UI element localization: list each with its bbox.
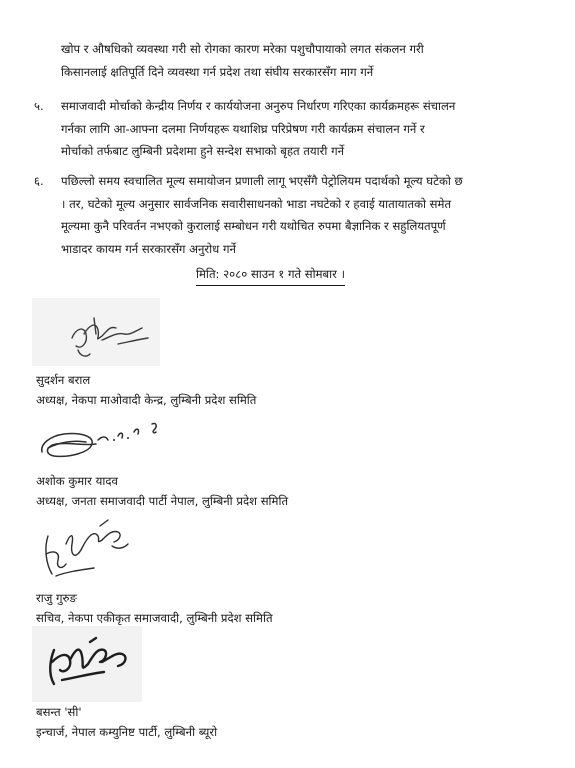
signature-4-image: [32, 626, 142, 702]
text-line: भाडादर कायम गर्न सरकारसँग अनुरोध गर्ने: [61, 241, 236, 256]
document-date: मिति: २०८० साउन १ गते सोमबार ।: [196, 264, 345, 286]
signatory-1-name: सुदर्शन बराल: [36, 373, 91, 387]
signatory-2-role: अध्यक्ष, जनता समाजवादी पार्टी नेपाल, लुम्बिनी प्रदेश समिति: [36, 494, 289, 508]
item-4-text: [61, 38, 557, 83]
text-line: किसानलाई क्षतिपूर्ति दिने व्यवस्था गर्न प्रदेश तथा संघीय सरकारसँग माग गर्ने: [61, 64, 374, 79]
signatory-1-role: अध्यक्ष, नेकपा माओवादी केन्द्र, लुम्बिनी प्रदेश समिति: [36, 393, 257, 407]
signature-1-image: [32, 298, 160, 366]
text-line: मूल्यमा कुनै परिवर्तन नभएको कुरालाई सम्बोधन गरी यथोचित रुपमा बैज्ञानिक र सहुलियतपूर्ण: [61, 219, 446, 233]
signatory-3-name: राजु गुरुङ: [36, 591, 77, 605]
item-5-text: [61, 95, 557, 163]
text-line: मोर्चाको तर्फबाट लुम्बिनी प्रदेशमा हुने सन्देश सभाको बृहत तयारी गर्ने: [61, 144, 345, 158]
item-6-number: ६.: [34, 174, 44, 188]
text-line: समाजवादी मोर्चाको केन्द्रीय निर्णय र कार्ययोजना अनुरुप निर्धारण गरिएका कार्यक्रमहरू संचालन: [61, 99, 456, 113]
text-line: खोप र औषधिको व्यवस्था गरी सो रोगका कारण मरेका पशुचौपायाको लगत संकलन गरी: [61, 42, 424, 56]
signatory-2-name: अशोक कुमार यादव: [36, 474, 118, 488]
item-6-text: [61, 170, 557, 260]
text-line: पछिल्लो समय स्वचालित मूल्य समायोजन प्रणाली लागू भएसँगै पेट्रोलियम पदार्थको मूल्य घटेको छ: [61, 174, 463, 188]
signature-3-image: [36, 514, 136, 586]
signatory-4-role: इन्चार्ज, नेपाल कम्युनिष्ट पार्टी, लुम्बिनी ब्यूरो: [36, 725, 218, 739]
item-5-number: ५.: [34, 99, 44, 113]
signatory-3-role: सचिव, नेकपा एकीकृत समाजवादी, लुम्बिनी प्रदेश समिति: [36, 611, 273, 625]
signature-2-image: [36, 418, 176, 468]
text-line: । तर, घटेको मूल्य अनुसार सार्वजनिक सवारीसाधनको भाडा नघटेको र हवाई यातायातको समेत: [61, 196, 452, 211]
signatory-4-name: बसन्त 'सी': [36, 705, 82, 719]
text-line: गर्नका लागि आ-आफ्ना दलमा निर्णयहरू यथाशिघ्र परिप्रेषण गरी कार्यक्रम संचालन गर्ने र: [61, 121, 425, 136]
